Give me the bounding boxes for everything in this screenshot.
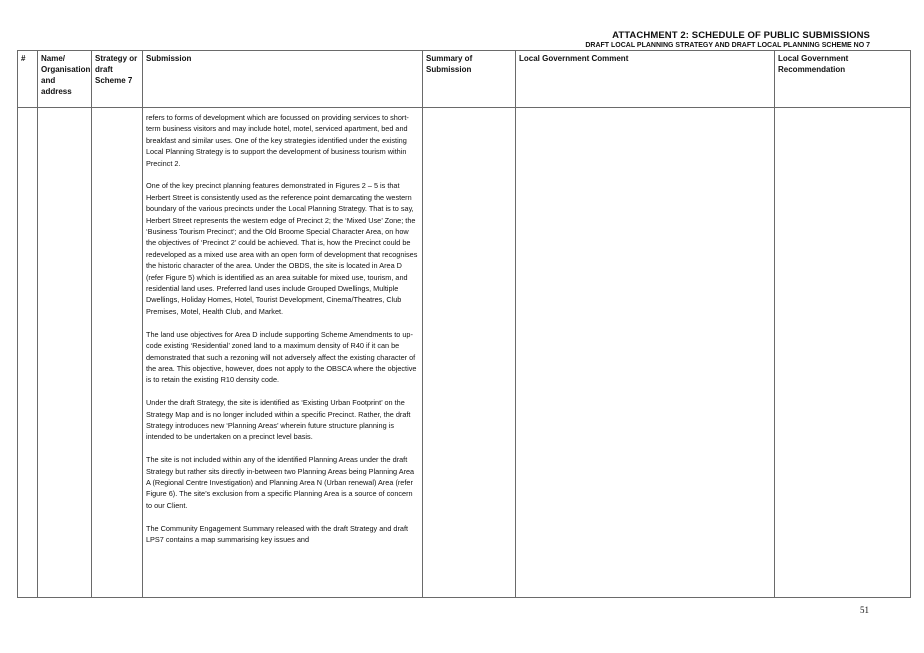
column-header-submission: Submission xyxy=(143,51,423,108)
column-header-number: # xyxy=(18,51,38,108)
column-header-strategy: Strategy or draft Scheme 7 xyxy=(92,51,143,108)
column-header-summary: Summary of Submission xyxy=(423,51,516,108)
attachment-title: ATTACHMENT 2: SCHEDULE OF PUBLIC SUBMISSIONS xyxy=(612,30,870,41)
column-header-recommendation: Local Government Recommendation xyxy=(775,51,911,108)
submission-paragraph: refers to forms of development which are focussed on providing services to short-term business visitors and may include hotel, motel, serviced apartment, bed and breakfast and similar uses. One of the key strategies identified under the existing Local Planning Strategy is to support the development of business tourism within Precinct 2. xyxy=(146,113,409,168)
cell-comment xyxy=(516,108,775,598)
submission-paragraph: One of the key precinct planning features demonstrated in Figures 2 – 5 is that Herbert Street is consistently used as the reference point demarcating the western boundary of the various precincts under the Local Planning Strategy. That is to say, Herbert Street represents the western edge of Precinct 2; the ‘Mixed Use’ Zone; the ‘Business Tourism Precinct’; and the Old Broome Special Character Area, on how the objectives of ‘Precinct 2’ could be achieved. That is, how the Precinct could be redeveloped as a mixed use area with an open form of development that recognises the historic character of the area. Under the OBDS, the site is located in Area D (refer Figure 5) which is identified as an area suitable for mixed use, tourism, and residential land uses. Preferred land uses include Grouped Dwellings, Multiple Dwellings, Holiday Homes, Hotel, Tourist Development, Cinema/Theatres, Club Premises, Motel, Health Club, and Market. xyxy=(146,181,418,316)
cell-recommendation xyxy=(775,108,911,598)
submission-paragraph: The land use objectives for Area D include supporting Scheme Amendments to up-code existing ‘Residential’ zoned land to a maximum density of R40 if it can be demonstrated that such a rezoning will not adversely affect the existing character of the area. This objective, however, does not apply to the OBSCA where the objective is to retain the existing R10 density code. xyxy=(146,329,417,385)
table-header-row xyxy=(18,51,911,108)
cell-submission xyxy=(143,108,423,598)
submission-paragraph: Under the draft Strategy, the site is identified as ‘Existing Urban Footprint’ on the Strategy Map and is no longer included within a specific Precinct. Rather, the draft Strategy introduces new ‘Planning Areas’ wherein future structure planning is intended to be undertaken on a precinct level basis. xyxy=(146,398,411,442)
cell-strategy xyxy=(92,108,143,598)
cell-name xyxy=(38,108,92,598)
submission-paragraph: The Community Engagement Summary released with the draft Strategy and draft LPS7 contains a map summarising key issues and xyxy=(146,523,409,544)
column-header-name: Name/ Organisation and address xyxy=(38,51,92,108)
cell-summary xyxy=(423,108,516,598)
page-number: 51 xyxy=(860,605,869,615)
table-row xyxy=(18,108,911,598)
column-header-comment: Local Government Comment xyxy=(516,51,775,108)
cell-number xyxy=(18,108,38,598)
submission-paragraph: The site is not included within any of the identified Planning Areas under the draft Strategy but rather sits directly in-between two Planning Areas being Planning Area A (Regional Centre Investigation) and Planning Area N (Urban renewal) Area (refer Figure 6). The site’s exclusion from a specific Planning Area is a source of concern to our Client. xyxy=(146,455,415,510)
attachment-subtitle: DRAFT LOCAL PLANNING STRATEGY AND DRAFT LOCAL PLANNING SCHEME NO 7 xyxy=(585,42,870,49)
submissions-table xyxy=(17,50,911,598)
